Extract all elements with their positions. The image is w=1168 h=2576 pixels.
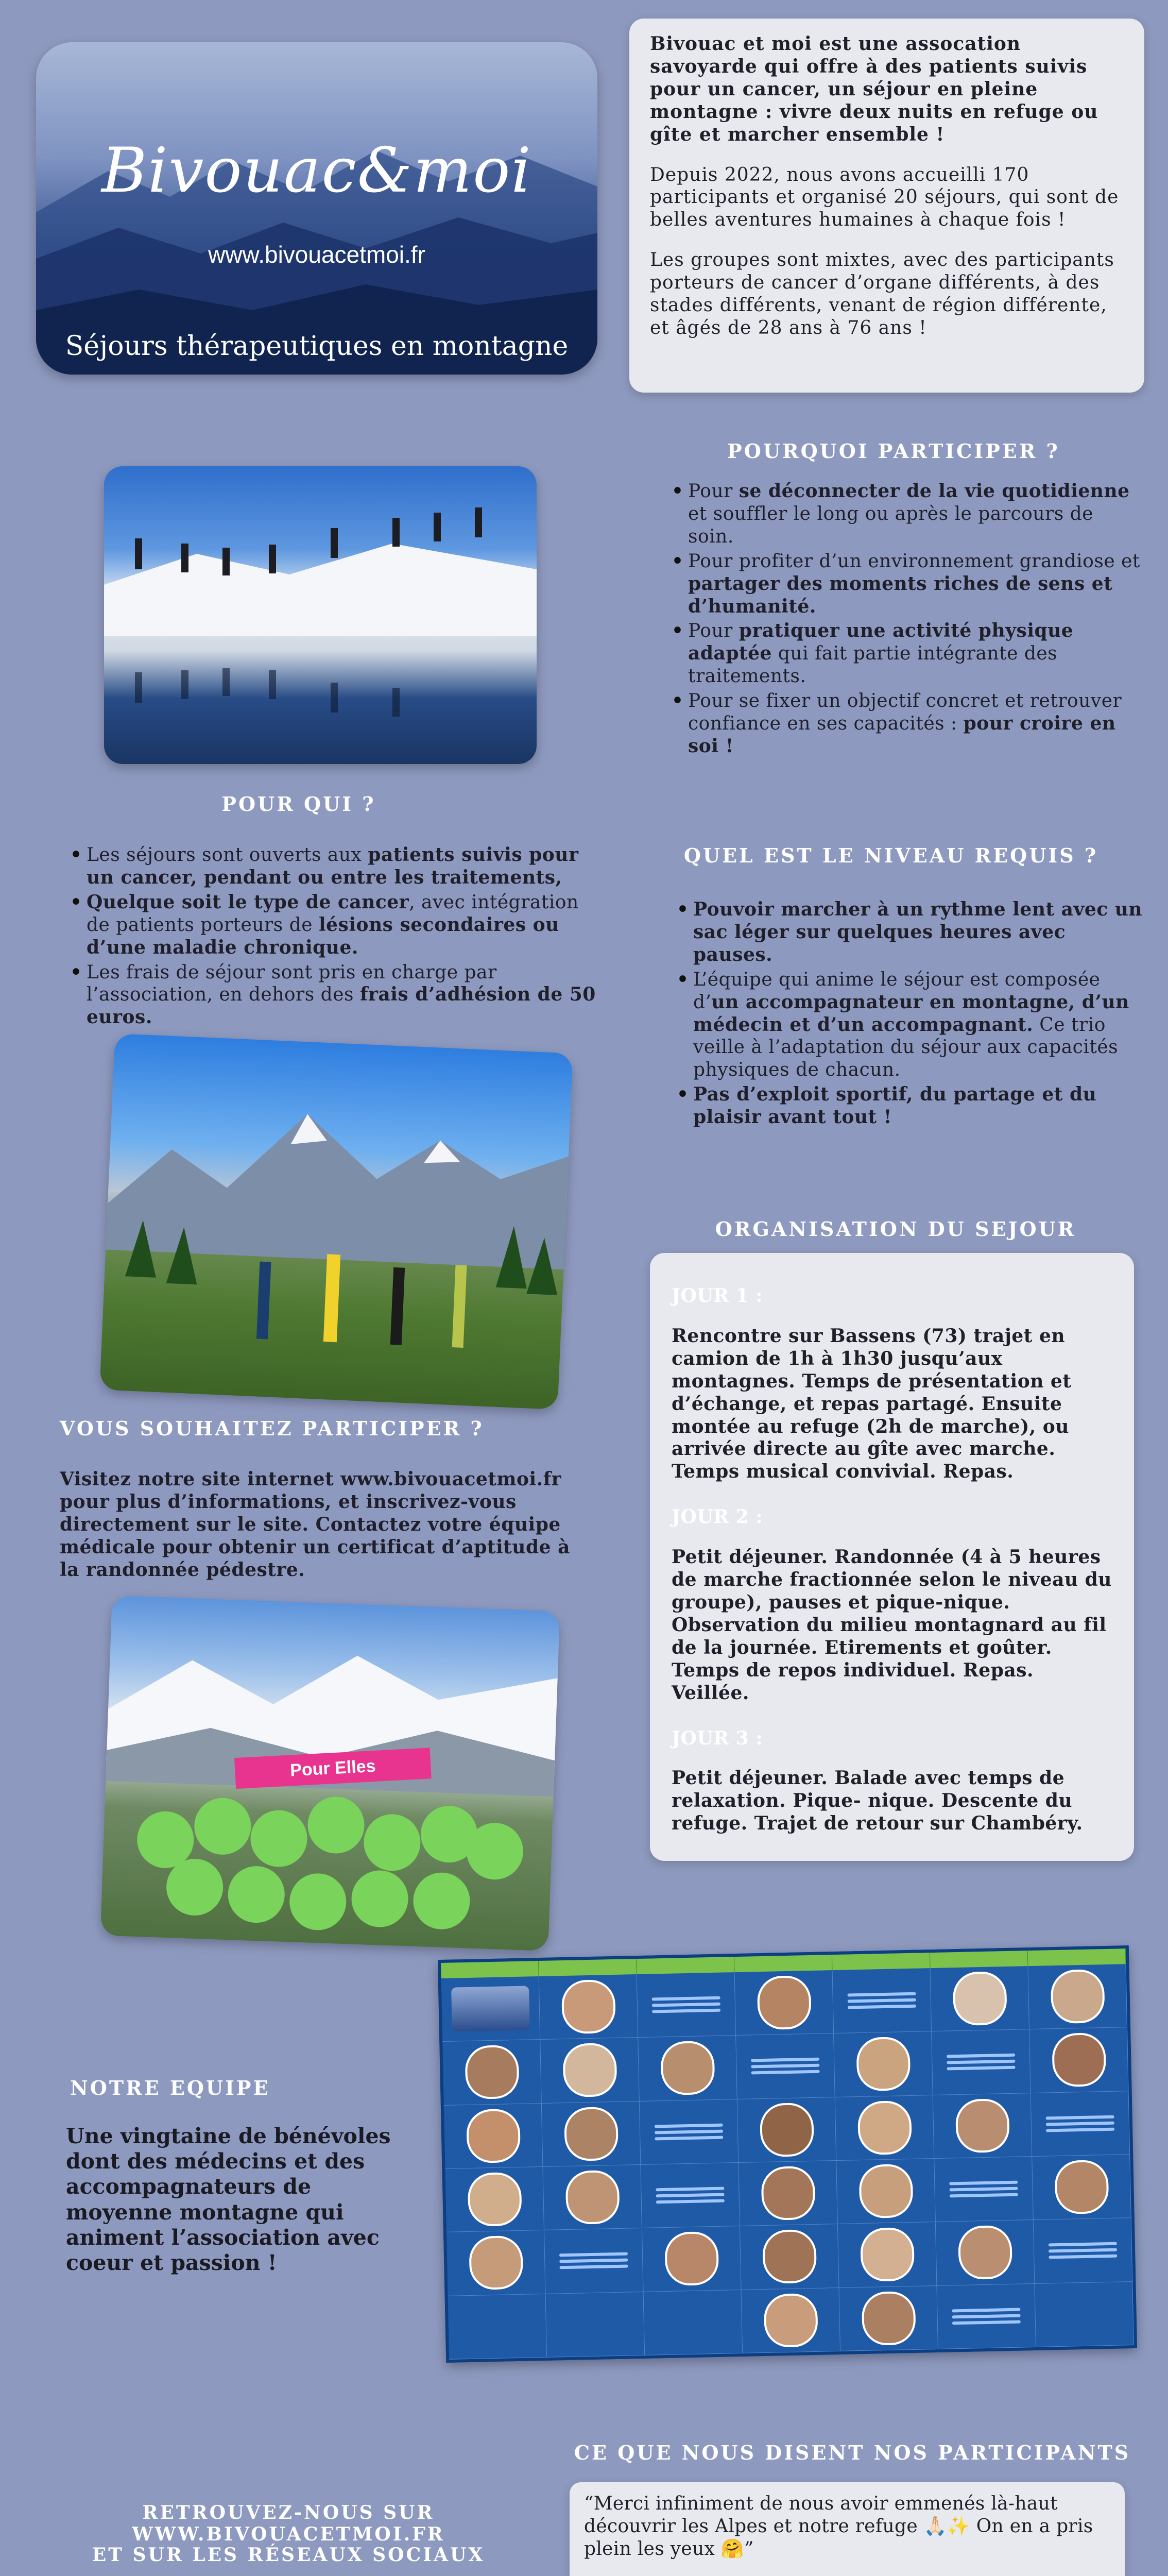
level-heading: QUEL EST LE NIVEAU REQUIS ?: [683, 844, 1098, 867]
day1-label: JOUR 1 :: [672, 1285, 763, 1307]
team-grid: [438, 1945, 1137, 2363]
avatar: [1054, 2160, 1109, 2214]
level-list: [675, 899, 1152, 1131]
logo-banner: [36, 42, 597, 375]
avatar: [1052, 2033, 1106, 2088]
avatar: [1050, 1969, 1105, 2024]
logo-url[interactable]: www.bivouacetmoi.fr: [208, 241, 425, 268]
avatar: [952, 1971, 1007, 2026]
why-item: • Pour pratiquer une activité physique adaptée qui fait partie intégrante des traitements.: [688, 620, 1141, 688]
level-item: • Pas d’exploit sportif, du partage et du plaisir avant tout !: [693, 1083, 1152, 1129]
testimonials-heading: CE QUE NOUS DISENT NOS PARTICIPANTS: [574, 2441, 1131, 2464]
avatar: [562, 2043, 617, 2097]
social-line-2: ET SUR LES RÉSEAUX SOCIAUX: [92, 2544, 485, 2566]
avatar: [660, 2041, 715, 2095]
photo-group-exercise: [99, 1033, 573, 1410]
avatar: [858, 2164, 913, 2218]
avatar: [759, 2103, 814, 2157]
level-item: • Pouvoir marcher à un rythme lent avec un sac léger sur quelques heures avec pauses.: [693, 899, 1152, 967]
logo-tagline: Séjours thérapeutiques en montagne: [65, 331, 569, 362]
who-item: • Les frais de séjour sont pris en charge par l’association, en dehors des frais d’adhésion de 50 euros.: [87, 961, 602, 1029]
intro-p2: Depuis 2022, nous avons accueilli 170 participants et organisé 20 séjours, qui sont de belles aventures humaines à chaque fois !: [650, 164, 1119, 231]
avatar: [762, 2229, 817, 2284]
logo-title: Bivouac&moi: [101, 135, 532, 207]
avatar: [466, 2109, 521, 2163]
avatar: [857, 2100, 912, 2155]
avatar: [467, 2172, 522, 2227]
who-item: • Les séjours sont ouverts aux patients suivis pour un cancer, pendant ou entre les traitements,: [87, 844, 602, 889]
avatar: [664, 2231, 719, 2286]
intro-card: [629, 19, 1144, 393]
day2-label: JOUR 2 :: [672, 1506, 763, 1528]
day3-text: Petit déjeuner. Balade avec temps de relaxation. Pique- nique. Descente du refuge. Trajet de retour sur Chambéry.: [672, 1767, 1083, 1835]
intro-lead: Bivouac et moi est une assocation savoyarde qui offre à des patients suivis pour un cancer, un séjour en pleine montagne : vivre deux nuits en refuge ou gîte et marcher ensemble !: [650, 33, 1098, 145]
day1-text: Rencontre sur Bassens (73) trajet en camion de 1h à 1h30 jusqu’aux montagnes. Temps de présentation et d’échange, et repas partagé. Ensuite montée au refuge (2h de marche), ou arrivée directe au gîte avec marche. Temps musical convivial. Repas.: [672, 1325, 1072, 1483]
avatar: [469, 2235, 523, 2290]
who-heading: POUR QUI ?: [221, 792, 376, 816]
avatar: [958, 2225, 1012, 2280]
avatar: [860, 2227, 915, 2282]
avatar: [757, 1975, 811, 2030]
avatar: [856, 2037, 911, 2091]
who-item: • Quelque soit le type de cancer, avec intégration de patients porteurs de lésions secondaires ou d’une maladie chronique.: [87, 891, 602, 959]
photo-hikers-snow: [104, 466, 537, 764]
pour-elles-banner: Pour Elles: [234, 1748, 432, 1789]
team-text: Une vingtaine de bénévoles dont des médecins et des accompagnateurs de moyenne montagne qui animent l’association avec coeur et passion !: [66, 2124, 391, 2275]
testimonials-card: [570, 2482, 1125, 2576]
avatar: [564, 2107, 619, 2161]
avatar: [465, 2045, 519, 2099]
avatar: [761, 2166, 815, 2221]
organisation-heading: ORGANISATION DU SEJOUR: [715, 1217, 1076, 1241]
mountain-silhouette: [36, 42, 597, 375]
avatar: [763, 2293, 818, 2348]
day2-text: Petit déjeuner. Randonnée (4 à 5 heures de marche fractionnée selon le niveau du groupe), pauses et pique-nique. Observation du milieu montagnard au fil de la journée. Etirements et goûter. Temps de repos individuel. Repas. Veillée.: [672, 1546, 1112, 1704]
participate-heading: VOUS SOUHAITEZ PARTICIPER ?: [60, 1417, 484, 1440]
avatar: [561, 1979, 615, 2034]
why-heading: POURQUOI PARTICIPER ?: [727, 439, 1060, 463]
day3-label: JOUR 3 :: [672, 1727, 763, 1749]
organisation-card: [650, 1253, 1134, 1861]
photo-team-green: [100, 1596, 560, 1951]
quote-1: “Merci infiniment de nous avoir emmenés là-haut découvrir les Alpes et notre refuge 🙏🏻✨ On en a pris plein les yeux 🤗”: [584, 2493, 1093, 2560]
why-list: [669, 480, 1141, 760]
avatar: [565, 2170, 620, 2225]
social-line-1[interactable]: RETROUVEZ-NOUS SUR WWW.BIVOUACETMOI.FR: [132, 2502, 445, 2545]
team-logo-thumb: [451, 1986, 530, 2032]
why-item: • Pour se déconnecter de la vie quotidienne et souffler le long ou après le parcours de soin.: [688, 480, 1141, 548]
avatar: [955, 2098, 1009, 2153]
why-item: • Pour profiter d’un environnement grandiose et partager des moments riches de sens et d’humanité.: [688, 550, 1141, 618]
why-item: • Pour se fixer un objectif concret et retrouver confiance en ses capacités : pour croire en soi !: [688, 690, 1141, 758]
team-heading: NOTRE EQUIPE: [70, 2076, 270, 2099]
participate-text: Visitez notre site internet www.bivouacetmoi.fr pour plus d’informations, et inscrivez-vous directement sur le site. Contactez votre équipe médicale pour obtenir un certificat d’aptitude à la randonnée pédestre.: [60, 1468, 570, 1581]
avatar: [861, 2291, 916, 2346]
who-list: [68, 844, 602, 1031]
intro-p3: Les groupes sont mixtes, avec des participants porteurs de cancer d’organe différents, à des stades différents, venant de région différente, et âgés de 28 ans à 76 ans !: [650, 249, 1114, 338]
level-item: • L’équipe qui anime le séjour est composée d’un accompagnateur en montagne, d’un médecin et d’un accompagnant. Ce trio veille à l’adaptation du séjour aux capacités physiques de chacun.: [693, 969, 1152, 1082]
